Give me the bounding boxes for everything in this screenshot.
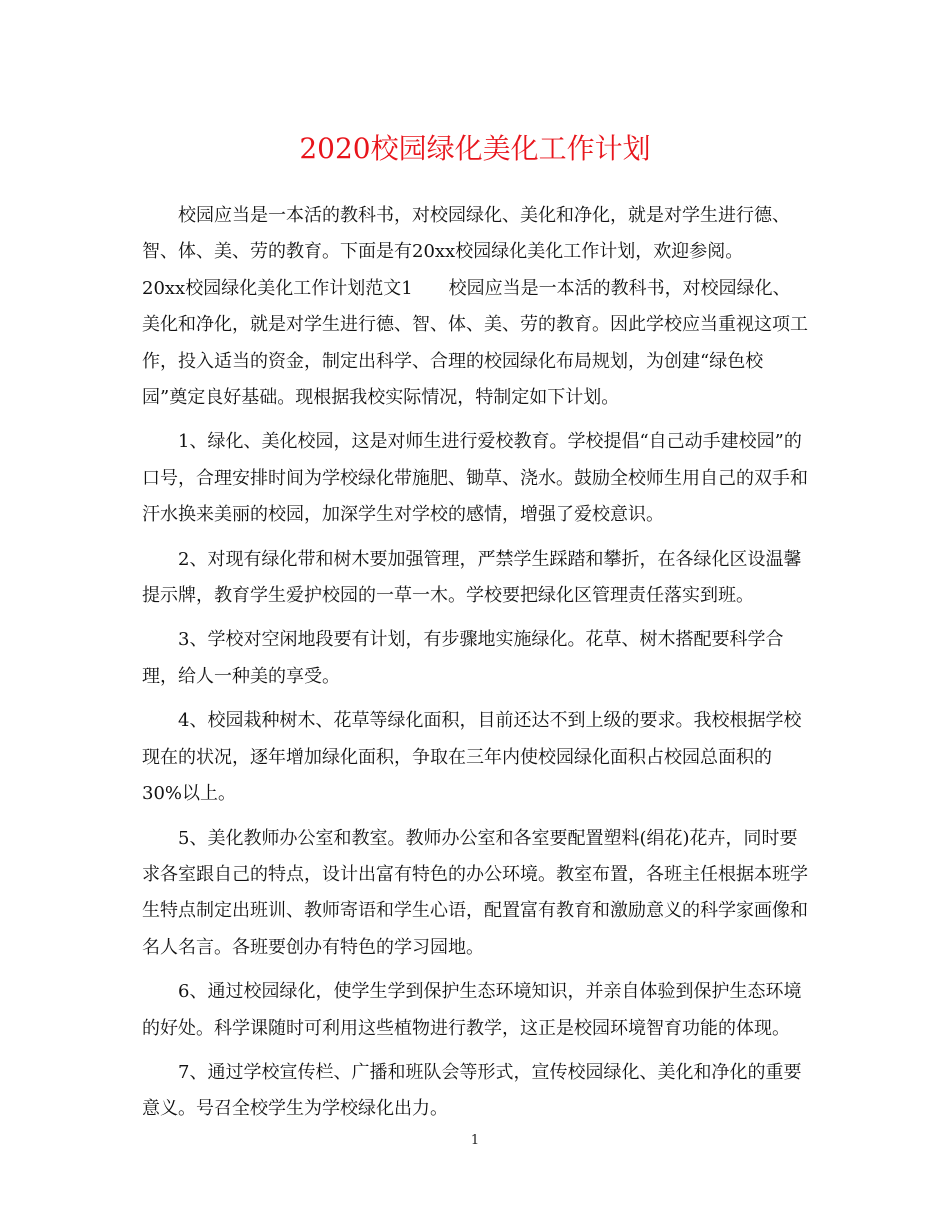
plan-item-7: 7、通过学校宣传栏、广播和班队会等形式，宣传校园绿化、美化和净化的重要意义。号召全校学生为学校绿化出力。: [142, 1061, 802, 1120]
page-number: 1: [470, 1133, 480, 1148]
plan-item-4: 4、校园栽种树木、花草等绿化面积，目前还达不到上级的要求。我校根据学校现在的状况，逐年增加绿化面积，争取在三年内使校园绿化面积占校园总面积的30%以上。: [142, 710, 802, 805]
document-title: 2020校园绿化美化工作计划: [299, 132, 651, 165]
plan-intro-paragraph: 20xx校园绿化美化工作计划范文1 校园应当是一本活的教科书，对校园绿化、美化和净化，就是对学生进行德、智、体、美、劳的教育。因此学校应当重视这项工作，投入适当的资金，制定出科学、合理的校园绿化布局规划，为创建“绿色校园”奠定良好基础。现根据我校实际情况，特制定如下计划。: [142, 277, 808, 409]
intro-paragraph: 校园应当是一本活的教科书，对校园绿化、美化和净化，就是对学生进行德、智、体、美、劳的教育。下面是有20xx校园绿化美化工作计划，欢迎参阅。: [142, 205, 790, 263]
document-body: [142, 198, 808, 1128]
plan-item-1: 1、绿化、美化校园，这是对师生进行爱校教育。学校提倡“自己动手建校园”的口号，合理安排时间为学校绿化带施肥、锄草、浇水。鼓励全校师生用自己的双手和汗水换来美丽的校园，加深学生对学校的感情，增强了爱校意识。: [142, 431, 808, 526]
plan-item-2: 2、对现有绿化带和树木要加强管理，严禁学生踩踏和攀折，在各绿化区设温馨提示牌，教育学生爱护校园的一草一木。学校要把绿化区管理责任落实到班。: [142, 548, 802, 607]
plan-item-3: 3、学校对空闲地段要有计划，有步骤地实施绿化。花草、树木搭配要科学合理，给人一种美的享受。: [142, 629, 784, 687]
plan-item-5: 5、美化教师办公室和教室。教师办公室和各室要配置塑料(绢花)花卉，同时要求各室跟自己的特点，设计出富有特色的办公环境。教室布置，各班主任根据本班学生特点制定出班训、教师寄语和学生心语，配置富有教育和激励意义的科学家画像和名人名言。各班要创办有特色的学习园地。: [142, 827, 808, 958]
plan-item-6: 6、通过校园绿化，使学生学到保护生态环境知识，并亲自体验到保护生态环境的好处。科学课随时可利用这些植物进行教学，这正是校园环境智育功能的体现。: [142, 981, 802, 1039]
